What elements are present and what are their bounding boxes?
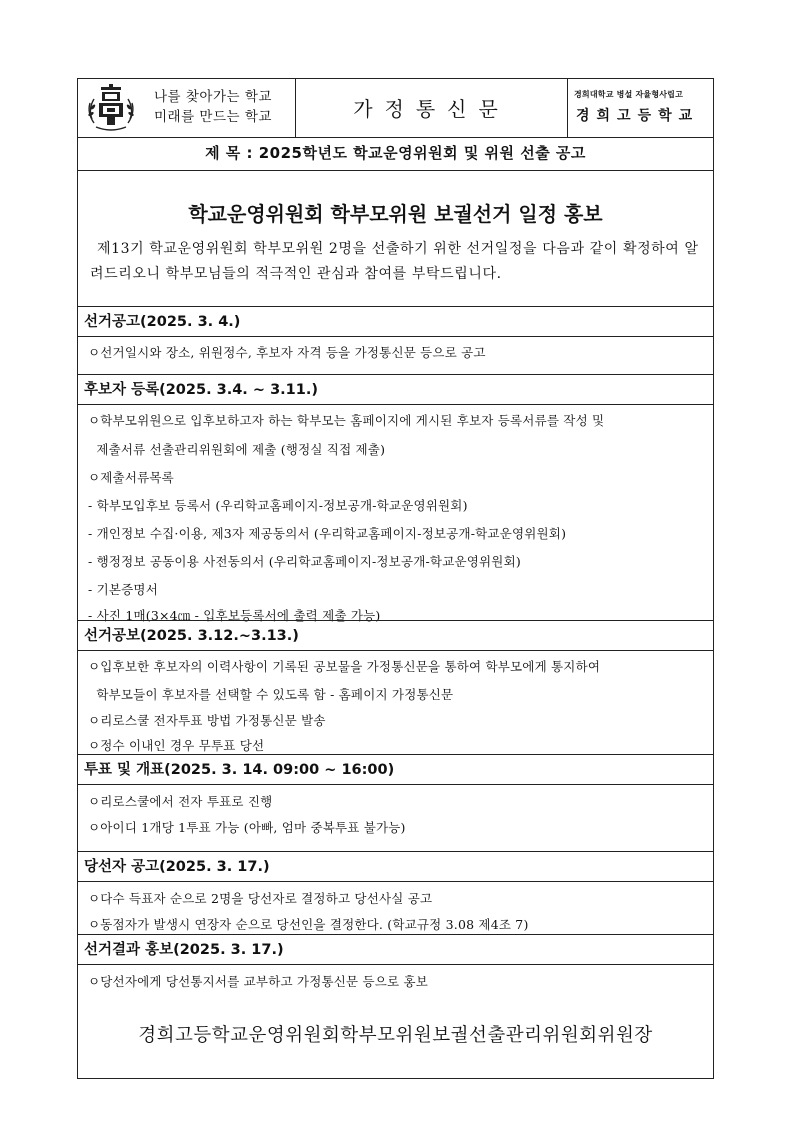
section-line: ㅇ정수 이내인 경우 무투표 당선	[88, 738, 265, 753]
section-line: - 사진 1매(3×4㎝ - 입후보등록서에 출력 제출 가능)	[88, 608, 381, 623]
section-line: 학부모들이 후보자를 선택할 수 있도록 함 - 홈페이지 가정통신문	[88, 687, 454, 702]
intro-paragraph: 제13기 학교운영위원회 학부모위원 2명을 선출하기 위한 선거일정을 다음과 같이 확정하여 알려드리오니 학부모님들의 적극적인 관심과 참여를 부탁드립니다.	[90, 241, 699, 282]
section-title: 선거공고(2025. 3. 4.)	[78, 306, 713, 337]
section-title: 투표 및 개표(2025. 3. 14. 09:00 ~ 16:00)	[78, 754, 713, 785]
school-emblem-icon	[84, 83, 138, 133]
headline: 학교운영위원회 학부모위원 보궐선거 일정 홍보	[188, 202, 603, 226]
notice-frame	[77, 78, 714, 1079]
section-line: - 기본증명서	[88, 582, 158, 597]
org-affiliation: 경희대학교 병설 자율형사립고	[574, 90, 684, 99]
section-title: 선거공보(2025. 3.12.~3.13.)	[78, 620, 713, 651]
section-line: ㅇ입후보한 후보자의 이력사항이 기록된 공보물을 가정통신문을 통하여 학부모에게 통지하여	[88, 659, 601, 674]
section-line: ㅇ선거일시와 장소, 위원정수, 후보자 자격 등을 가정통신문 등으로 공고	[88, 345, 486, 360]
slogan-line-1: 나를 찾아가는 학교	[154, 89, 272, 105]
section-line: - 행정정보 공동이용 사전동의서 (우리학교홈페이지-정보공개-학교운영위원회)	[88, 554, 521, 569]
section-line: 제출서류 선출관리위원회에 제출 (행정실 직접 제출)	[88, 442, 386, 457]
section-line: ㅇ리로스쿨 전자투표 방법 가정통신문 발송	[88, 713, 326, 728]
section-line: ㅇ리로스쿨에서 전자 투표로 진행	[88, 794, 273, 809]
section-title: 선거결과 홍보(2025. 3. 17.)	[78, 934, 713, 965]
school-slogan	[154, 87, 272, 127]
subject-line: 제 목 : 2025학년도 학교운영위원회 및 위원 선출 공고	[78, 137, 713, 171]
section-line: ㅇ당선자에게 당선통지서를 교부하고 가정통신문 등으로 홍보	[88, 974, 429, 989]
section-line: ㅇ학부모위원으로 입후보하고자 하는 학부모는 홈페이지에 게시된 후보자 등록서류를 작성 및	[88, 413, 605, 428]
section-line: ㅇ동점자가 발생시 연장자 순으로 당선인을 결정한다. (학교규정 3.08 제4조 7)	[88, 917, 529, 932]
section-line: - 개인정보 수집·이용, 제3자 제공동의서 (우리학교홈페이지-정보공개-학교운영위원회)	[88, 526, 567, 541]
section-line: - 학부모입후보 등록서 (우리학교홈페이지-정보공개-학교운영위원회)	[88, 498, 468, 513]
slogan-line-2: 미래를 만드는 학교	[154, 109, 272, 125]
header-slogan-cell	[78, 79, 296, 137]
newsletter-title: 가정통신문	[353, 97, 510, 121]
header-org-cell	[568, 79, 713, 137]
section-title: 후보자 등록(2025. 3.4. ~ 3.11.)	[78, 374, 713, 405]
signature-line: 경희고등학교운영위원회학부모위원보궐선출관리위원회위원장	[138, 1025, 653, 1046]
school-name: 경희고등학교	[576, 108, 700, 124]
section-line: ㅇ다수 득표자 순으로 2명을 당선자로 결정하고 당선사실 공고	[88, 891, 433, 906]
section-line: ㅇ제출서류목록	[88, 470, 174, 485]
header	[78, 79, 713, 138]
section-line: ㅇ아이디 1개당 1투표 가능 (아빠, 엄마 중복투표 불가능)	[88, 820, 406, 835]
section-title: 당선자 공고(2025. 3. 17.)	[78, 851, 713, 882]
header-title-cell	[296, 79, 568, 137]
